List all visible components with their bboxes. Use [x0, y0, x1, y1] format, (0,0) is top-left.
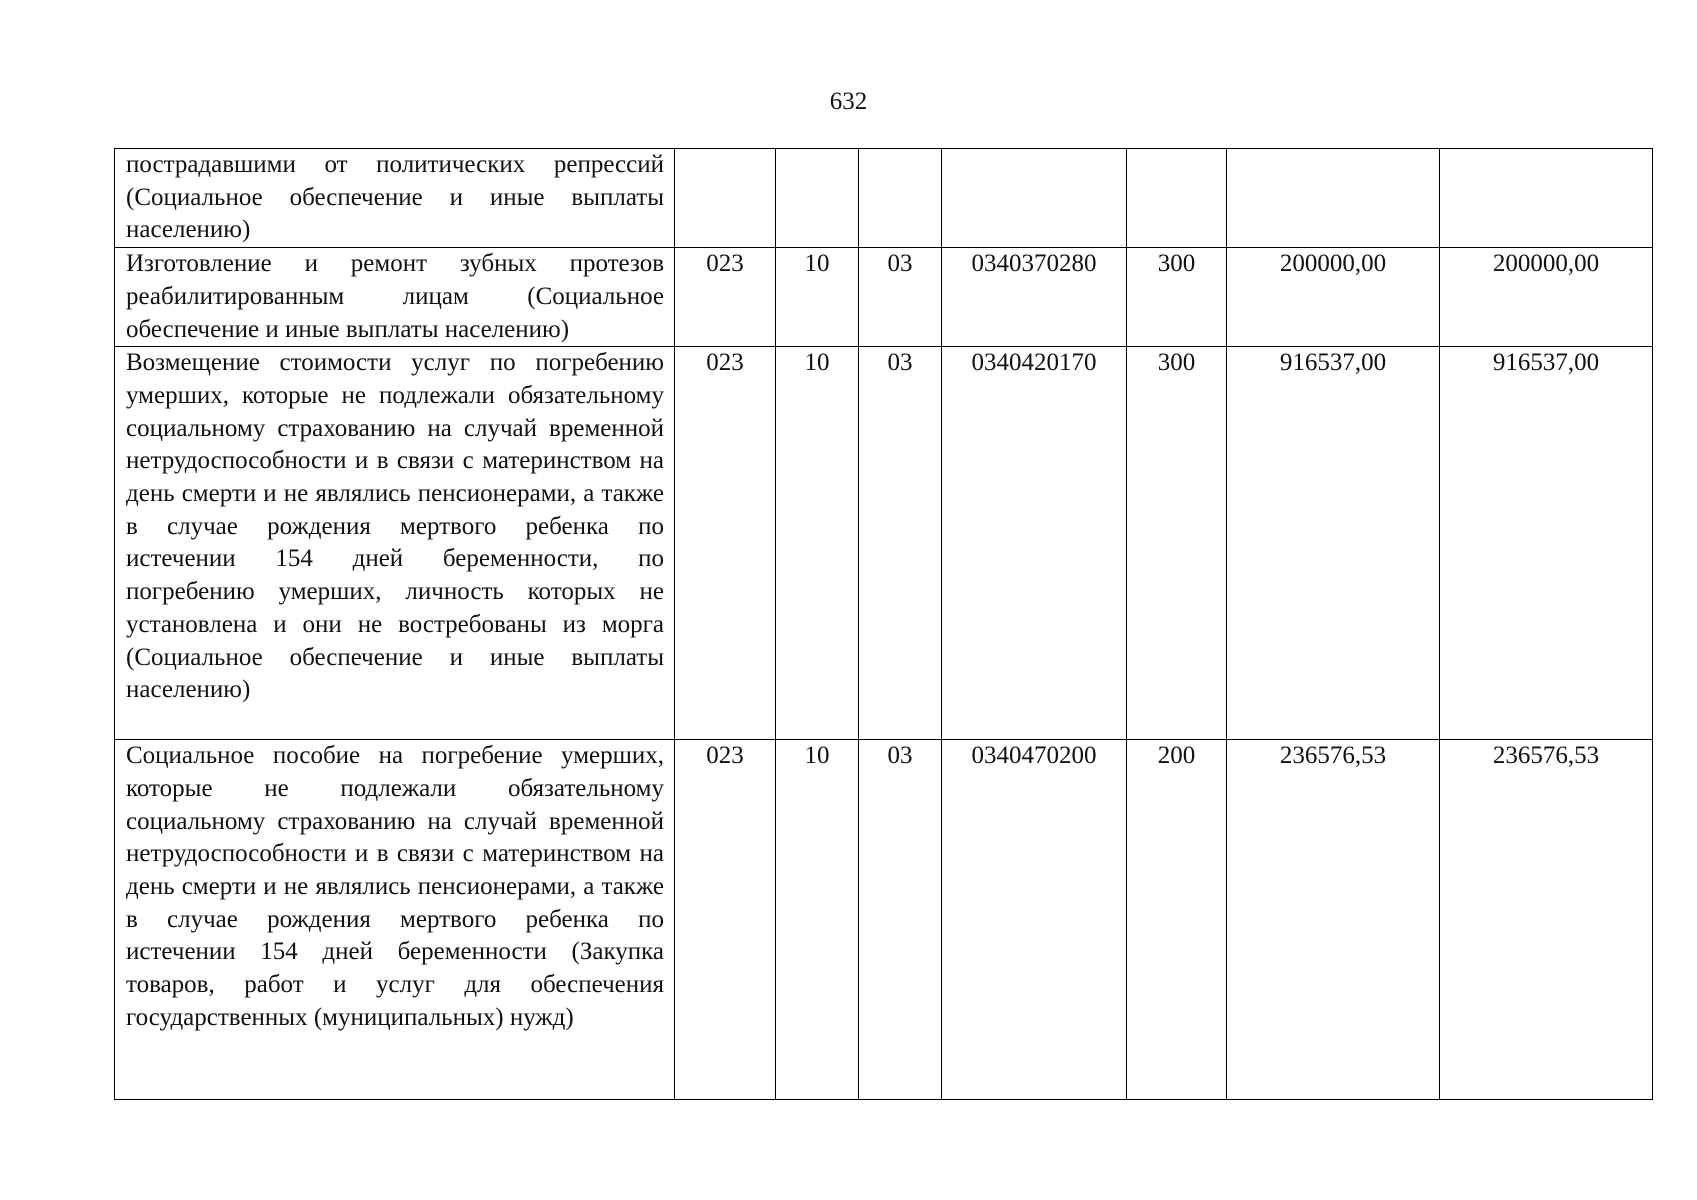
amount-1-cell: 200000,00 — [1227, 248, 1440, 347]
section-cell: 10 — [776, 347, 859, 740]
table-row — [115, 149, 1653, 248]
amount-2-cell — [1440, 149, 1653, 248]
table-row — [115, 248, 1653, 347]
section-cell — [776, 149, 859, 248]
subsection-cell: 03 — [859, 248, 942, 347]
subsection-cell: 03 — [859, 740, 942, 1100]
amount-1-cell: 236576,53 — [1227, 740, 1440, 1100]
amount-2-cell: 916537,00 — [1440, 347, 1653, 740]
ministry-cell: 023 — [675, 740, 776, 1100]
ministry-cell: 023 — [675, 347, 776, 740]
subsection-cell — [859, 149, 942, 248]
amount-1-cell — [1227, 149, 1440, 248]
subsection-cell: 03 — [859, 347, 942, 740]
expense-type-cell: 200 — [1127, 740, 1227, 1100]
section-cell: 10 — [776, 740, 859, 1100]
target-article-cell: 0340370280 — [942, 248, 1127, 347]
ministry-cell: 023 — [675, 248, 776, 347]
description-cell: Возмещение стоимости услуг по погребению умерших, которые не подлежали обязательному социальному страхованию на случай временной нетрудоспособности и в связи с материнством на день смерти и не являлись пенсионерами, а также в случае рождения мертвого ребенка по истечении 154 дней беременности, по погребению умерших, личность которых не установлена и они не востребованы из морга (Социальное обеспечение и иные выплаты населению) — [115, 347, 675, 740]
budget-table — [114, 148, 1653, 1100]
expense-type-cell: 300 — [1127, 248, 1227, 347]
page-number: 632 — [829, 88, 868, 115]
table-row — [115, 740, 1653, 1100]
description-cell: Изготовление и ремонт зубных протезов реабилитированным лицам (Социальное обеспечение и иные выплаты населению) — [115, 248, 675, 347]
description-cell: Социальное пособие на погребение умерших, которые не подлежали обязательному социальному страхованию на случай временной нетрудоспособности и в связи с материнством на день смерти и не являлись пенсионерами, а также в случае рождения мертвого ребенка по истечении 154 дней беременности (Закупка товаров, работ и услуг для обеспечения государственных (муниципальных) нужд) — [115, 740, 675, 1100]
target-article-cell — [942, 149, 1127, 248]
amount-1-cell: 916537,00 — [1227, 347, 1440, 740]
description-cell: пострадавшими от политических репрессий (Социальное обеспечение и иные выплаты населению) — [115, 149, 675, 248]
amount-2-cell: 200000,00 — [1440, 248, 1653, 347]
section-cell: 10 — [776, 248, 859, 347]
expense-type-cell: 300 — [1127, 347, 1227, 740]
target-article-cell: 0340420170 — [942, 347, 1127, 740]
expense-type-cell — [1127, 149, 1227, 248]
target-article-cell: 0340470200 — [942, 740, 1127, 1100]
ministry-cell — [675, 149, 776, 248]
table-row — [115, 347, 1653, 740]
amount-2-cell: 236576,53 — [1440, 740, 1653, 1100]
